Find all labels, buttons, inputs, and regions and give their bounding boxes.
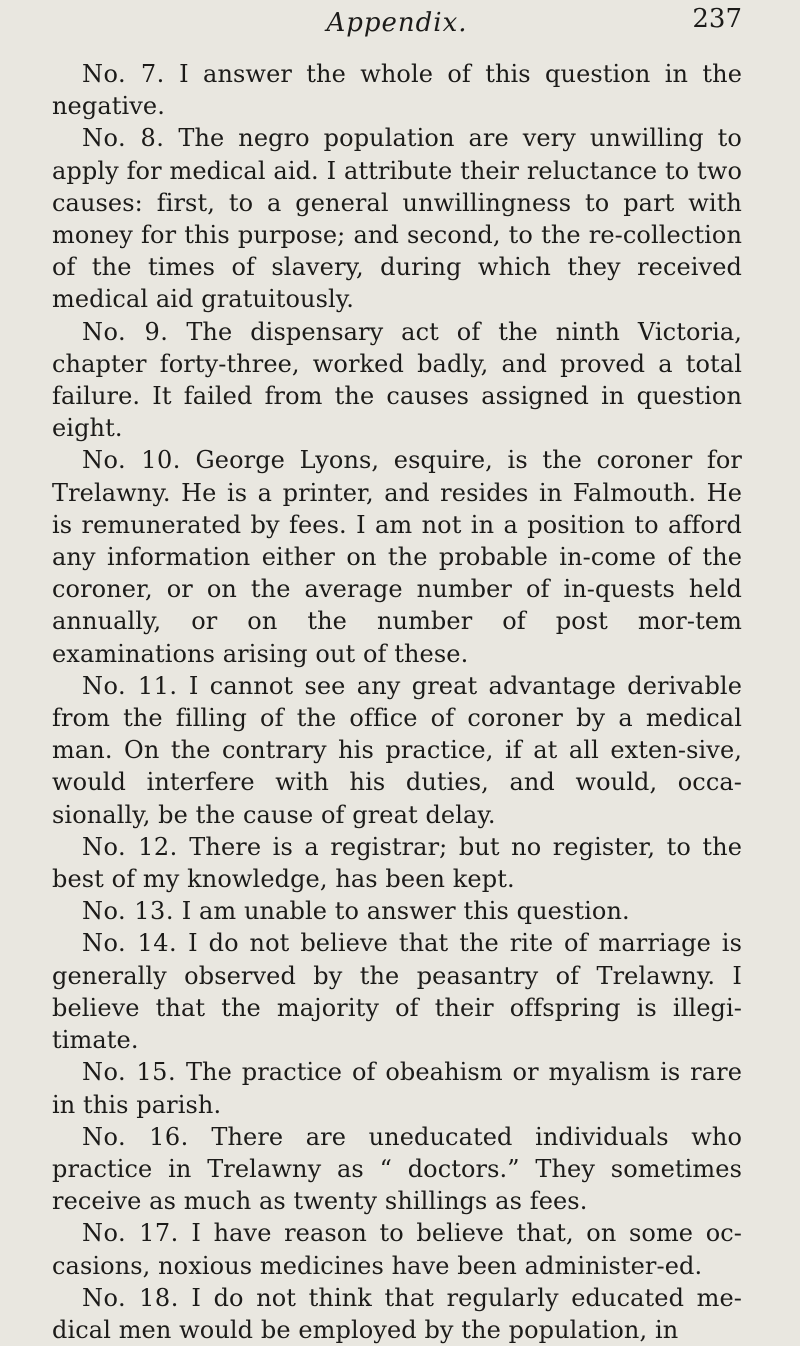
answer-paragraph	[52, 670, 742, 831]
answer-text: I do not think that regularly educated me-dical men would be employed by the population, in	[52, 1283, 742, 1344]
answer-text: I have reason to believe that, on some oc-casions, noxious medicines have been administer-ed.	[52, 1219, 742, 1280]
answer-paragraph	[52, 1282, 742, 1346]
body-text	[52, 58, 742, 1346]
answer-paragraph	[52, 1217, 742, 1281]
answer-text: The practice of obeahism or myalism is rare in this parish.	[52, 1058, 742, 1119]
answer-number: No. 13.	[82, 897, 174, 926]
answer-text: The negro population are very unwilling to apply for medical aid. I attribute their reluctance to two causes: first, to a general unwillingness to part with money for this purpose; and second, to the re-collection of the times of slavery, during which they received medical aid gratuitously.	[52, 124, 742, 314]
answer-number: No. 17.	[82, 1219, 179, 1248]
answer-text: I answer the whole of this question in the negative.	[52, 60, 743, 121]
answer-text: There is a registrar; but no register, to the best of my knowledge, has been kept.	[52, 832, 743, 894]
answer-number: No. 10.	[82, 446, 181, 475]
answer-number: No. 15.	[82, 1058, 177, 1087]
answer-paragraph	[52, 831, 742, 895]
answer-paragraph	[52, 316, 742, 445]
answer-paragraph	[52, 895, 742, 927]
answer-text: George Lyons, esquire, is the coroner for Trelawny. He is a printer, and resides in Falmouth. He is remunerated by fees. I am not in a position to afford any information either on the probable in-come of the coroner, or on the average number of in-quests held annually, or on the number of post mor-tem examinations arising out of these.	[52, 446, 743, 668]
answer-text: I am unable to answer this question.	[181, 897, 630, 926]
answer-number: No. 16.	[82, 1122, 189, 1151]
answer-paragraph	[52, 58, 742, 122]
answer-paragraph	[52, 444, 742, 669]
answer-paragraph	[52, 122, 742, 315]
answer-number: No. 8.	[82, 124, 165, 153]
answer-number: No. 7.	[82, 60, 165, 88]
answer-text: There are uneducated individuals who practice in Trelawny as “ doctors.” They sometimes receive as much as twenty shillings as fees.	[52, 1122, 743, 1216]
answer-text: I cannot see any great advantage derivable from the filling of the office of coroner by a medical man. On the contrary his practice, if at all exten-sive, would interfere with his duties, and would, occa-sionally, be the cause of great delay.	[52, 671, 743, 829]
answer-text: The dispensary act of the ninth Victoria, chapter forty-three, worked badly, and proved a total failure. It failed from the causes assigned in question eight.	[52, 317, 743, 443]
answer-number: No. 14.	[82, 929, 178, 958]
page-header	[52, 0, 742, 52]
answer-paragraph	[52, 1056, 742, 1120]
answer-paragraph	[52, 927, 742, 1056]
answer-number: No. 12.	[82, 832, 178, 861]
answer-text: I do not believe that the rite of marriage is generally observed by the peasantry of Trelawny. I believe that the majority of their offspring is illegi-timate.	[52, 929, 742, 1055]
running-head: Appendix.	[326, 8, 468, 38]
answer-number: No. 9.	[82, 317, 169, 346]
answer-paragraph	[52, 1121, 742, 1218]
page-number: 237	[692, 4, 742, 34]
answer-number: No. 11.	[82, 671, 178, 700]
answer-number: No. 18.	[82, 1283, 179, 1312]
